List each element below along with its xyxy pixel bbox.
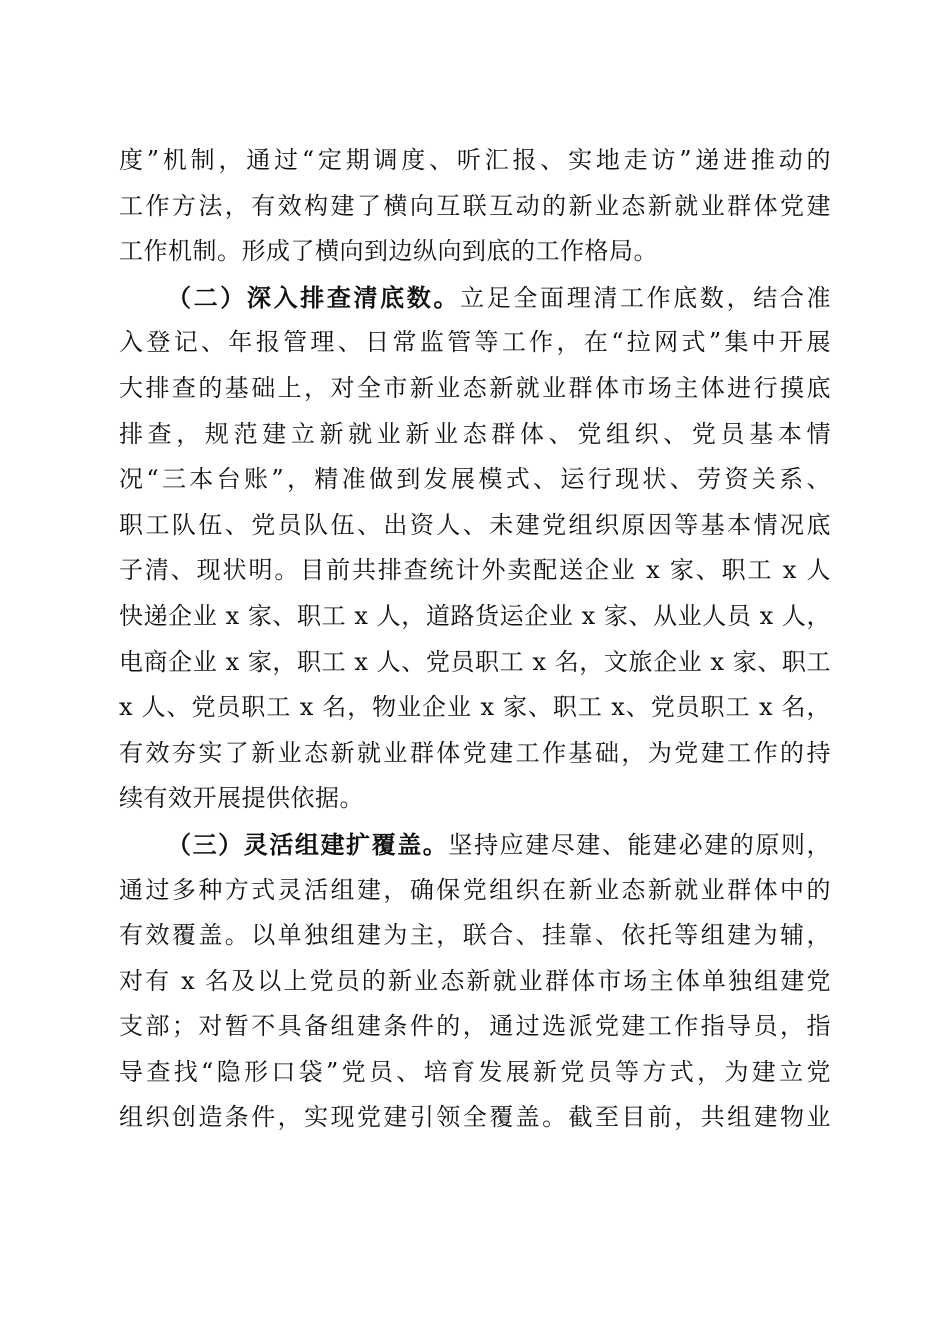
text-line: 续有效开展提供依据。 xyxy=(119,784,364,813)
text-line: 况“三本台账”，精准做到发展模式、运行现状、劳资关系、 xyxy=(119,465,831,494)
text-line: 度”机制，通过“定期调度、听汇报、实地走访”递进推动的 xyxy=(119,146,831,174)
text-line: 大排查的基础上，对全市新业态新就业群体市场主体进行摸底 xyxy=(119,373,831,402)
text-line: x 人、党员职工 x 名，物业企业 x 家、职工 x、党员职工 x 名， xyxy=(119,693,831,722)
text-line: 快递企业 x 家、职工 x 人，道路货运企业 x 家、从业人员 x 人， xyxy=(119,601,831,630)
section-heading: （三）灵活组建扩覆盖。 xyxy=(167,829,449,859)
section-heading: （二）深入排查清底数。 xyxy=(167,282,461,312)
text-run: 坚持应建尽建、能建必建的原则， xyxy=(448,830,832,859)
text-line: 电商企业 x 家，职工 x 人、党员职工 x 名，文旅企业 x 家、职工 xyxy=(119,647,831,676)
text-line xyxy=(119,822,831,868)
text-line: 职工队伍、党员队伍、出资人、未建党组织原因等基本情况底 xyxy=(119,510,831,539)
text-line: 对有 x 名及以上党员的新业态新就业群体市场主体单独组建党 xyxy=(119,966,831,995)
text-line: 工作方法，有效构建了横向互联互动的新业态新就业群体党建 xyxy=(119,191,831,220)
text-line: 通过多种方式灵活组建，确保党组织在新业态新就业群体中的 xyxy=(119,875,831,904)
text-line xyxy=(119,275,831,321)
text-line: 组织创造条件，实现党建引领全覆盖。截至目前，共组建物业 xyxy=(119,1103,831,1132)
text-line: 子清、现状明。目前共排查统计外卖配送企业 x 家、职工 x 人 xyxy=(119,556,831,585)
text-line: 导查找“隐形口袋”党员、培育发展新党员等方式，为建立党 xyxy=(119,1057,831,1086)
text-line: 入登记、年报管理、日常监管等工作，在“拉网式”集中开展 xyxy=(119,328,831,357)
text-line: 工作机制。形成了横向到边纵向到底的工作格局。 xyxy=(119,237,658,266)
paragraph-3 xyxy=(119,822,831,1141)
paragraph-2 xyxy=(119,275,831,822)
text-line: 有效夯实了新业态新就业群体党建工作基础，为党建工作的持 xyxy=(119,738,831,767)
text-run: 立足全面理清工作底数，结合准 xyxy=(460,283,832,312)
text-line: 有效覆盖。以单独组建为主，联合、挂靠、依托等组建为辅， xyxy=(119,921,831,950)
text-line: 排查，规范建立新就业新业态群体、党组织、党员基本情 xyxy=(119,419,831,448)
document-page xyxy=(119,138,831,1141)
text-line: 支部；对暂不具备组建条件的，通过选派党建工作指导员，指 xyxy=(119,1012,831,1041)
paragraph-1 xyxy=(119,138,831,275)
